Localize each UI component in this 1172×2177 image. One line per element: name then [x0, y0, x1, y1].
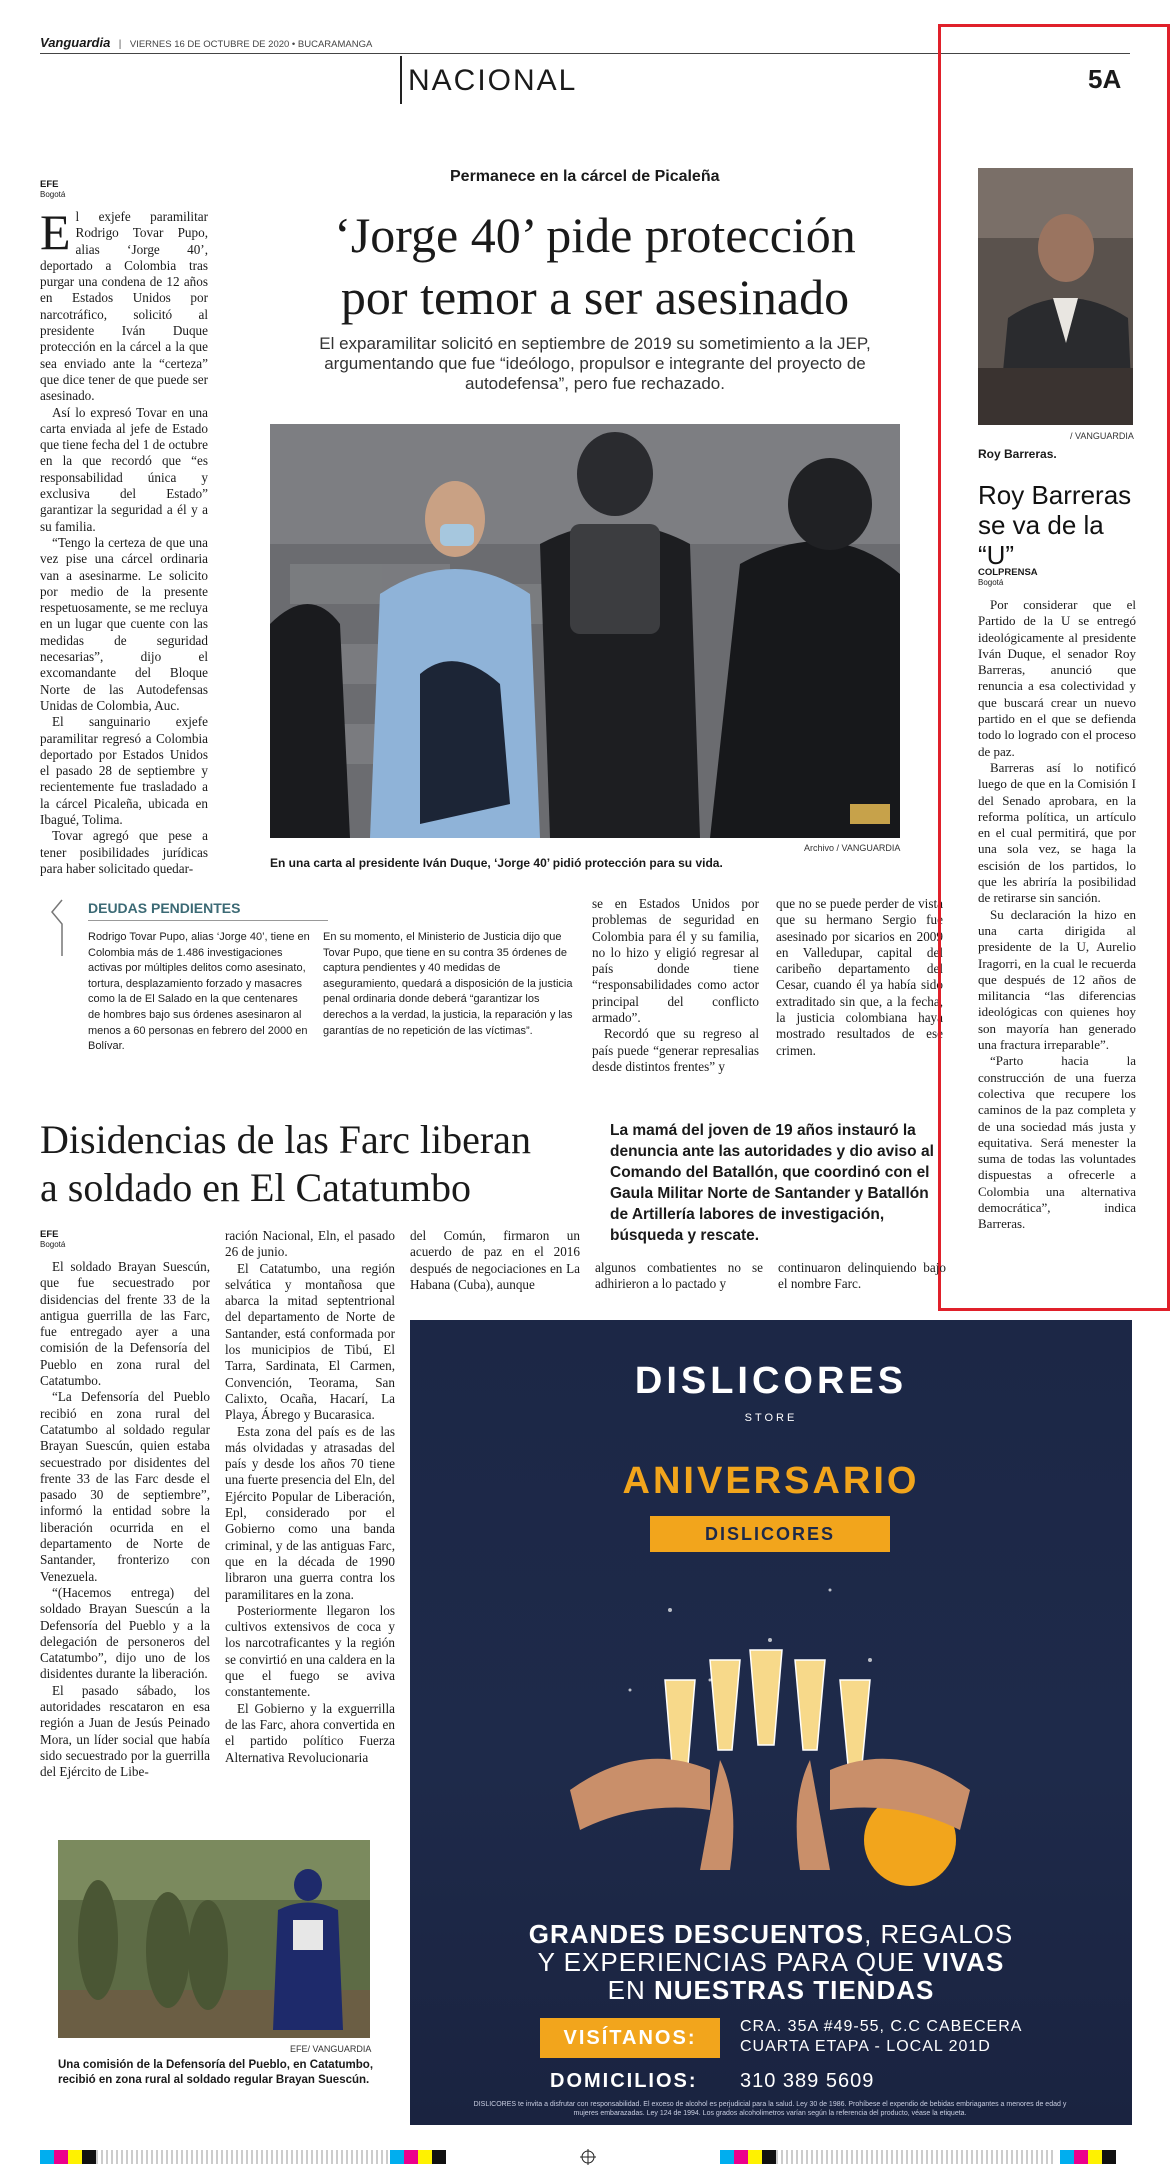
main-photo-caption: En una carta al presidente Iván Duque, ‘Jorge 40’ pidió protección para su vida. [270, 856, 723, 870]
byline-city: Bogotá [40, 1240, 66, 1249]
right-headline: Roy Barreras se va de la “U” [978, 480, 1132, 570]
bottom-story-col5: continuaron delinquiendo bajo el nombre Farc. [778, 1260, 946, 1292]
section-divider [400, 56, 402, 104]
deck: El exparamilitar solicitó en septiembre de 2019 su sometimiento a la JEP, argumentando que fue “ideólogo, propulsor e integrante del proyecto de autodefensa”, pero fue rechazado. [319, 334, 871, 393]
main-photo-credit: Archivo / VANGUARDIA [804, 843, 901, 853]
photo-illustration [58, 1840, 370, 2038]
section-title: NACIONAL [408, 64, 578, 97]
byline-agency: EFE [40, 179, 59, 190]
bottom-story-col4: algunos combatientes no se adhirieron a lo pactado y [595, 1260, 763, 1292]
champagne-toast-illustration [410, 1570, 1132, 1910]
ad-brand: DISLICORES [634, 1360, 908, 1402]
bottom-headline: Disidencias de las Farc liberan a soldado en El Catatumbo [40, 1117, 531, 1210]
sidebar-box-col1: Rodrigo Tovar Pupo, alias ‘Jorge 40’, tiene en Colombia más de 1.486 investigaciones activas por múltiples delitos como asesinato, tortura, desplazamiento forzado y masacres como la de El Salado en la que centenares de hombres bajo sus órdenes asesinaron al menos a 60 personas en febrero del 2000 en Bolívar. [88, 931, 310, 1053]
byline-city: Bogotá [40, 190, 66, 199]
registration-marks [40, 2150, 1130, 2164]
byline-city: Bogotá [978, 578, 1004, 587]
bracket-icon [48, 898, 68, 958]
bottom-story-col1: EFE Bogotá El soldado Brayan Suescún, que fue secuestrado por disidencias del frente 33 de la antigua guerrilla de las Farc, fue entregado ayer a una comisión de la Defensoría del Pueblo en zona rural del Catatumbo. “La Defensoría del Pueblo recibió en zona rural del Catatumbo al soldado regular Brayan Suescún, quien estaba secuestrado por disidentes del frente 33 de las Farc desde el pasado 30 de septiembre”, informó la entidad sobre la liberación ocurrida en el departamento de Norte de Santander, fronterizo con Venezuela. “(Hacemos entrega) del soldado Brayan Suescún a la Defensoría del Pueblo y a la delegación de personeros del Catatumbo”, dijo uno de los disidentes durante la liberación. El pasado sábado, los autoridades rescataron en esa región a Juan de Jesús Peinado Mora, un líder social que había sido secuestrado por la guerrilla del Ejército de Libe- [40, 1229, 210, 1780]
sidebar-box-rule [88, 920, 328, 921]
bottom-photo-credit: EFE/ VANGUARDIA [290, 2044, 372, 2054]
right-photo [978, 168, 1133, 425]
byline-agency: COLPRENSA [978, 567, 1038, 578]
bottom-photo-caption: Una comisión de la Defensoría del Pueblo, en Catatumbo, recibió en zona rural al soldado regular Brayan Suescún. [58, 2059, 374, 2086]
logo: Vanguardia [40, 35, 111, 50]
ad-disclaimer: DISLICORES te invita a disfrutar con responsabilidad. El exceso de alcohol es perjudicial para la salud. Ley 30 de 1986. Prohíbese el expendio de bebidas embriagantes a menores de edad y mujeres embarazadas. Ley 124 de 1994. Los grados alcoholimetros varían según la referencia del producto, véase la etiqueta. [473, 2101, 1067, 2117]
headline: ‘Jorge 40’ pide protección por temor a ser asesinado [334, 207, 856, 325]
main-story-col1: EFE Bogotá El exjefe paramilitar Rodrigo Tovar Pupo, alias ‘Jorge 40’, deportado a Colombia tras purgar una condena de 12 años en Estados Unidos por narcotráfico, solicitó al presidente Iván Duque protección en la cárcel a la que sea enviado ante la “certeza” que dice tener de que puede ser asesinado. Así lo expresó Tovar en una carta enviada al jefe de Estado que tiene fecha del 1 de octubre en la que recordó que “es responsabilidad única y exclusiva del Estado” garantizar la seguridad a él y a su familia. “Tengo la certeza de que una vez pise una cárcel ordinaria van a asesinarme. Le solicito por medio de la presente respetuosamente, se me recluya en un lugar que cuente con las medidas de seguridad necesarias”, dijo el excomandante del Bloque Norte de las Autodefensas Unidas de Colombia, Auc. El sanguinario exjefe paramilitar regresó a Colombia deportado por Estados Unidos el pasado 28 de septiembre y recientemente fue trasladado a la cárcel Picaleña, ubicada en Ibagué, Tolima. Tovar agregó que pese a tener posibilidades jurídicas para haber solicitado quedar- [40, 179, 208, 876]
ad-brand-sub: STORE [744, 1412, 798, 1424]
sidebar-box [48, 898, 583, 1108]
ad-phone[interactable]: 310 389 5609 [740, 2070, 875, 2092]
right-photo-credit: / VANGUARDIA [1070, 431, 1134, 441]
photo-illustration [978, 168, 1133, 425]
masthead: Vanguardia | VIERNES 16 DE OCTUBRE DE 2020 • BUCARAMANGA [40, 34, 1130, 54]
ad-ribbon: DISLICORES [650, 1516, 890, 1552]
main-story-col4: que no se puede perder de vista que su hermano Sergio fue asesinado por sicarios en 2009 en Valledupar, capital del caribeño departamento del Cesar, cuando él ya había sido extraditado sin que, a la fecha, la justicia colombiana haya mostrado resultados de ese crimen. [776, 896, 943, 1058]
ad-address: CRA. 35A #49-55, C.C CABECERA CUARTA ETAPA - LOCAL 201D [740, 2018, 1023, 2055]
main-photo [270, 424, 900, 838]
ad-delivery-label: DOMICILIOS: [550, 2070, 698, 2092]
sidebar-box-col2: En su momento, el Ministerio de Justicia dijo que Tovar Pupo, que tiene en su contra 35 órdenes de captura pendientes y 40 medidas de aseguramiento, quedará a disposición de la justicia penal ordinaria donde deberá “garantizar los derechos a la verdad, la justicia, la reparación y las garantías de no repetición de las víctimas”. [323, 931, 573, 1037]
bottom-story-col2: ración Nacional, Eln, el pasado 26 de junio. El Catatumbo, una región selvática y montañosa que abarca la mitad septentrional del departamento de Norte de Santander, está conformada por los municipios de Tibú, El Tarra, Sardinata, El Carmen, Convención, Teorama, San Calixto, Ocaña, Hacarí, La Playa, Ábrego y Bucarasica. Esta zona del país es de las más olvidadas y atrasadas del país y desde los años 70 tiene una fuerte presencia del Eln, del Ejército Popular de Liberación, Epl, considerado por el Gobierno como una banda criminal, y de las antiguas Farc, que en la década de 1990 libraron una guerra contra los paramilitares en la zona. Posteriormente llegaron los cultivos extensivos de coca y los narcotraficantes y la región se convirtió en una caldera en la que el fuego se aviva constantemente. El Gobierno y la exguerrilla de las Farc, ahora convertida en el partido político Fuerza Alternativa Revolucionaria [225, 1228, 395, 1765]
bottom-photo [58, 1840, 370, 2038]
right-photo-caption: Roy Barreras. [978, 447, 1057, 461]
byline-agency: EFE [40, 1229, 59, 1240]
crosshair-icon [580, 2149, 596, 2165]
ad-dislicores[interactable] [410, 1320, 1132, 2125]
ad-promo: GRANDES DESCUENTOS, REGALOS Y EXPERIENCIAS PARA QUE VIVAS EN NUESTRAS TIENDAS [528, 1919, 1014, 2005]
sidebar-box-title: DEUDAS PENDIENTES [88, 900, 241, 916]
right-story-body: COLPRENSA Bogotá Por considerar que el Partido de la U se entregó ideológicamente al presidente Iván Duque, el senador Roy Barreras, anunció que renuncia a esa colectividad y que buscará crear un nuevo partido en el que se defienda todo lo logrado con el proceso de paz. Barreras así lo notificó luego de que en la Comisión I del Senado aprobara, en la reforma política, un artículo en el cual permitirá, que por una sola vez, se haga la escisión de los partidos, lo que les abriría la posibilidad de retirarse sin sanción. Su declaración la hizo en una carta dirigida al presidente de la U, Aurelio Iragorri, en la cual le recuerda que después de 12 años de militancia “las diferencias ideológicas con quienes hoy son mayoría han generado una fractura irreparable”. “Parto hacia la construcción de una fuerza colectiva que recupere los caminos de la paz completa y de una sociedad más justa y equitativa. Será menester la suma de todas las voluntades dispuestas a ofrecerle a Colombia una alternativa democrática”, indica Barreras. [978, 567, 1136, 1232]
ad-anniversary: ANIVERSARIO [622, 1460, 920, 1502]
main-story-col3: se en Estados Unidos por problemas de seguridad en Colombia para él y su familia, no lo hizo y eligió regresar al país donde tiene “responsabilidades como actor principal del conflicto armado”. Recordó que su regreso al país puede “generar represalias desde distintos frentes” y [592, 896, 759, 1074]
page-number: 5A [1088, 64, 1122, 94]
bottom-story-col3: del Común, firmaron un acuerdo de paz en el 2016 después de negociaciones en La Habana (Cuba), aunque [410, 1228, 580, 1292]
dateline: VIERNES 16 DE OCTUBRE DE 2020 • BUCARAMANGA [129, 39, 373, 50]
photo-illustration [270, 424, 900, 838]
ad-visit-label-box: VISÍTANOS: [540, 2018, 720, 2058]
kicker: Permanece en la cárcel de Picaleña [450, 168, 720, 185]
bottom-deck: La mamá del joven de 19 años instauró la denuncia ante las autoridades y dio aviso al Comando del Batallón, que coordinó con el Gaula Militar Norte de Santander y Batallón de Artillería labores de investigación, búsqueda y rescate. [610, 1122, 934, 1244]
dropcap: E [40, 204, 71, 260]
